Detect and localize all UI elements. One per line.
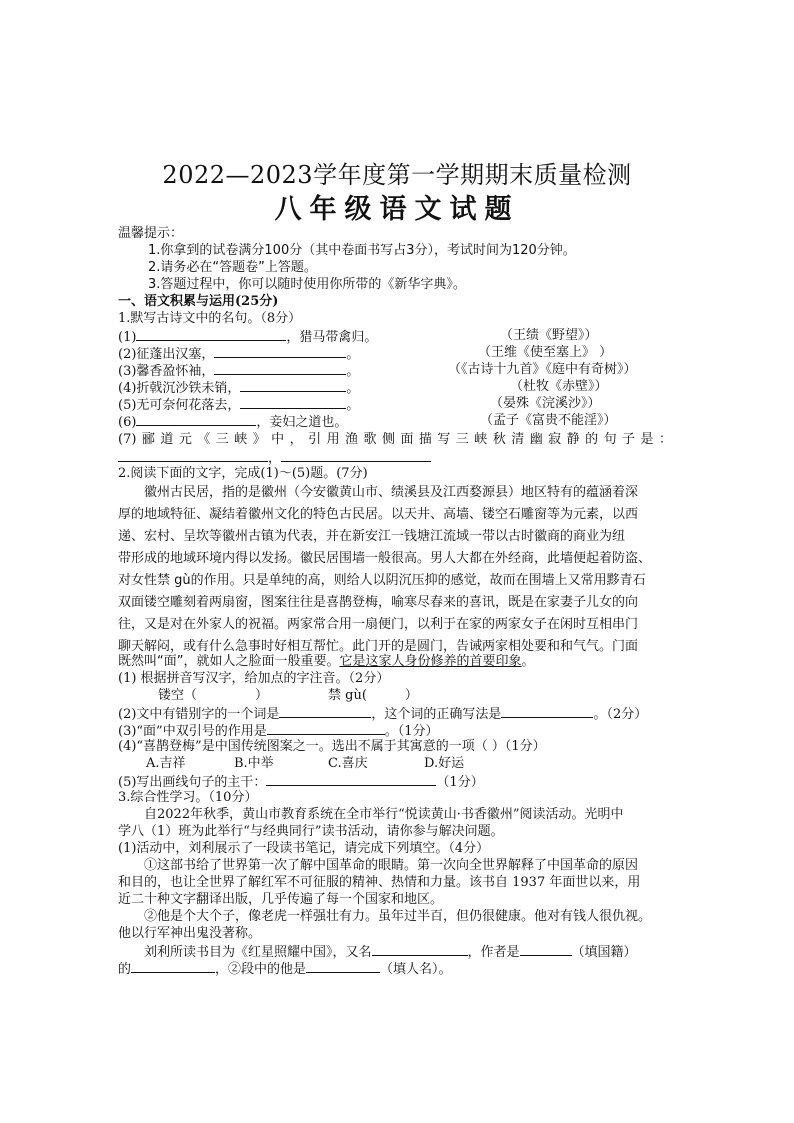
sub-question: (3)“面”中双引号的作用是 。（1分） bbox=[118, 724, 439, 739]
answer-blank[interactable] bbox=[214, 345, 346, 358]
passage-line: 往，又是对在外家人的祝福。两家常合用一扇便门，以利于在家的两家女子在闲时互相串门 bbox=[118, 617, 639, 632]
sub-question: (5)写出画线句子的主干： （1分） bbox=[118, 775, 484, 790]
sub-question: (1)活动中，刘利展示了一段读书笔记，请完成下列填空。（4分） bbox=[118, 841, 490, 856]
poem-source: （晏殊《浣溪沙》） bbox=[490, 396, 601, 411]
answer-blank[interactable] bbox=[520, 943, 572, 956]
recitation-line: (3)馨香盈怀袖， 。 bbox=[118, 364, 360, 379]
option[interactable]: B.中举 bbox=[234, 756, 274, 771]
passage-line: 对女性禁 gù的作用。只是单纯的高，则给人以阴沉压抑的感觉，故而在围墙上又常用黟青石 bbox=[118, 573, 646, 588]
answer-blank[interactable] bbox=[279, 705, 371, 718]
sub-question: (2)文中有错别字的一个词是 ，这个词的正确写法是 。（2分） bbox=[118, 707, 648, 722]
intro-line: 学八（1）班为此举行“与经典同行”读书活动，请你参与解决问题。 bbox=[118, 824, 504, 839]
passage-line: 递、宏村、呈坎等徽州古镇为代表，并在新安江一钱塘江流域一带以古时徽商的商业为纽 bbox=[118, 529, 626, 544]
answer-blank[interactable] bbox=[131, 960, 215, 973]
tips-heading: 温馨提示： bbox=[118, 226, 184, 241]
note-line: 他以行军神出鬼没著称。 bbox=[118, 926, 262, 941]
question-stem: 1.默写古诗文中的名句。（8分） bbox=[118, 311, 302, 326]
fill-line: 的 ，②段中的他是 （填人名）。 bbox=[118, 962, 452, 977]
passage-line: 带形成的地域环境内得以发扬。徽民居围墙一般很高。男人大都在外经商，此墙便起着防盗、 bbox=[118, 551, 652, 566]
poem-source: （杜牧《赤壁》） bbox=[510, 379, 608, 394]
tip-item: 3.答题过程中，你可以随时使用你所带的《新华字典》。 bbox=[148, 277, 466, 292]
exam-subtitle: 八年级语文试题 bbox=[274, 194, 520, 225]
option[interactable]: A.吉祥 bbox=[146, 756, 186, 771]
note-line: 近二十种文字翻译出版，几乎传遍了每一个国家和地区。 bbox=[118, 892, 444, 907]
tip-item: 2.请务必在“答题卷”上答题。 bbox=[148, 260, 317, 275]
intro-line: 自2022年秋季，黄山市教育系统在全市举行“悦读黄山·书香徽州”阅读活动。光明中 bbox=[144, 807, 624, 822]
passage-line: 徽州古民居，指的是徽州（今安徽黄山市、绩溪县及江西婺源县）地区特有的蕴涵着深 bbox=[144, 485, 639, 500]
answer-blank[interactable] bbox=[118, 449, 268, 462]
answer-blank[interactable] bbox=[267, 722, 385, 735]
answer-blank[interactable] bbox=[372, 943, 468, 956]
note-line: 和目的，也让全世界了解红军不可征服的精神、热情和力量。该书自 1937 年面世以来，用 bbox=[118, 875, 641, 890]
passage-line: 厚的地域特征、凝结着徽州文化的特色古民居。以天井、高墙、镂空石雕窗等为元素，以西 bbox=[118, 507, 639, 522]
note-line: ②他是个大个子，像老虎一样强壮有力。虽年过半百，但仍很健康。他对有钱人很仇视。 bbox=[144, 909, 652, 924]
tip-item: 1.你拿到的试卷满分100分（其中卷面书写占3分），考试时间为120分钟。 bbox=[148, 243, 576, 258]
sub-question: (1) 根据拼音写汉字，给加点的字注音。（2分） bbox=[118, 671, 390, 686]
answer-blank[interactable] bbox=[501, 705, 593, 718]
note-line: ①这部书给了世界第一次了解中国革命的眼睛。第一次向全世界解释了中国革命的原因 bbox=[144, 858, 639, 873]
answer-blank[interactable] bbox=[266, 773, 436, 786]
section-heading: 一、语文积累与运用(25分) bbox=[118, 294, 279, 309]
answer-blank[interactable] bbox=[136, 328, 286, 341]
answer-blank[interactable] bbox=[214, 362, 346, 375]
answer-blank[interactable] bbox=[306, 960, 380, 973]
poem-source: （《古诗十九首》《庭中有奇树》） bbox=[448, 362, 637, 377]
question-stem: 3.综合性学习。（10分） bbox=[118, 790, 258, 805]
recitation-line-7: (7)郦道元《三峡》中，引用渔歌侧面描写三峡秋清幽寂静的句子是： bbox=[118, 432, 672, 447]
answer-blank[interactable] bbox=[136, 413, 256, 426]
poem-source: （孟子《富贵不能淫》） bbox=[480, 413, 617, 428]
recitation-line: (2)征蓬出汉塞， 。 bbox=[118, 347, 360, 362]
answer-blank[interactable] bbox=[240, 379, 346, 392]
recitation-line-7-blanks: ， bbox=[118, 449, 431, 466]
answer-blank[interactable] bbox=[240, 396, 346, 409]
recitation-line: (4)折戟沉沙铁未销， 。 bbox=[118, 381, 360, 396]
option[interactable]: C.喜庆 bbox=[328, 756, 368, 771]
recitation-line: (1) ，猎马带禽归。 bbox=[118, 330, 378, 345]
underlined-sentence: 它是这家人身份修养的首要印象 bbox=[339, 654, 522, 669]
answer-blank[interactable] bbox=[281, 449, 431, 462]
fill-line: 刘利所读书目为《红星照耀中国》，又名 ，作者是 （填国籍） bbox=[144, 945, 637, 960]
recitation-line: (6) ，妾妇之道也。 bbox=[118, 415, 348, 430]
poem-source: （王维《使至塞上》 ） bbox=[478, 345, 613, 360]
option[interactable]: D.好运 bbox=[424, 756, 465, 771]
question-stem: 2.阅读下面的文字，完成(1)～(5)题。(7分) bbox=[118, 466, 368, 481]
passage-line: 双面镂空雕刻着两扇窗，图案往往是喜鹊登梅，喻寒尽春来的喜讯，既是在家妻子儿女的向 bbox=[118, 595, 639, 610]
passage-line: 聊天解闷，或有什么急事时好相互帮忙。此门开的是圆门，告诫两家相处要和和气气。门面 bbox=[118, 639, 639, 654]
pinyin-item: 禁 gù( ） bbox=[328, 688, 418, 703]
sub-question: (4)“喜鹊登梅”是中国传统图案之一。选出不属于其寓意的一项（ ）（1分） bbox=[118, 739, 546, 754]
passage-line: 既然叫“面”，就如人之脸面一般重要。它是这家人身份修养的首要印象。 bbox=[118, 654, 535, 669]
poem-source: （王绩《野望》） bbox=[500, 328, 598, 343]
recitation-line: (5)无可奈何花落去， 。 bbox=[118, 398, 360, 413]
pinyin-item: 镂空（ ） bbox=[158, 688, 269, 703]
exam-title: 2022—2023学年度第一学期期末质量检测 bbox=[162, 161, 632, 189]
